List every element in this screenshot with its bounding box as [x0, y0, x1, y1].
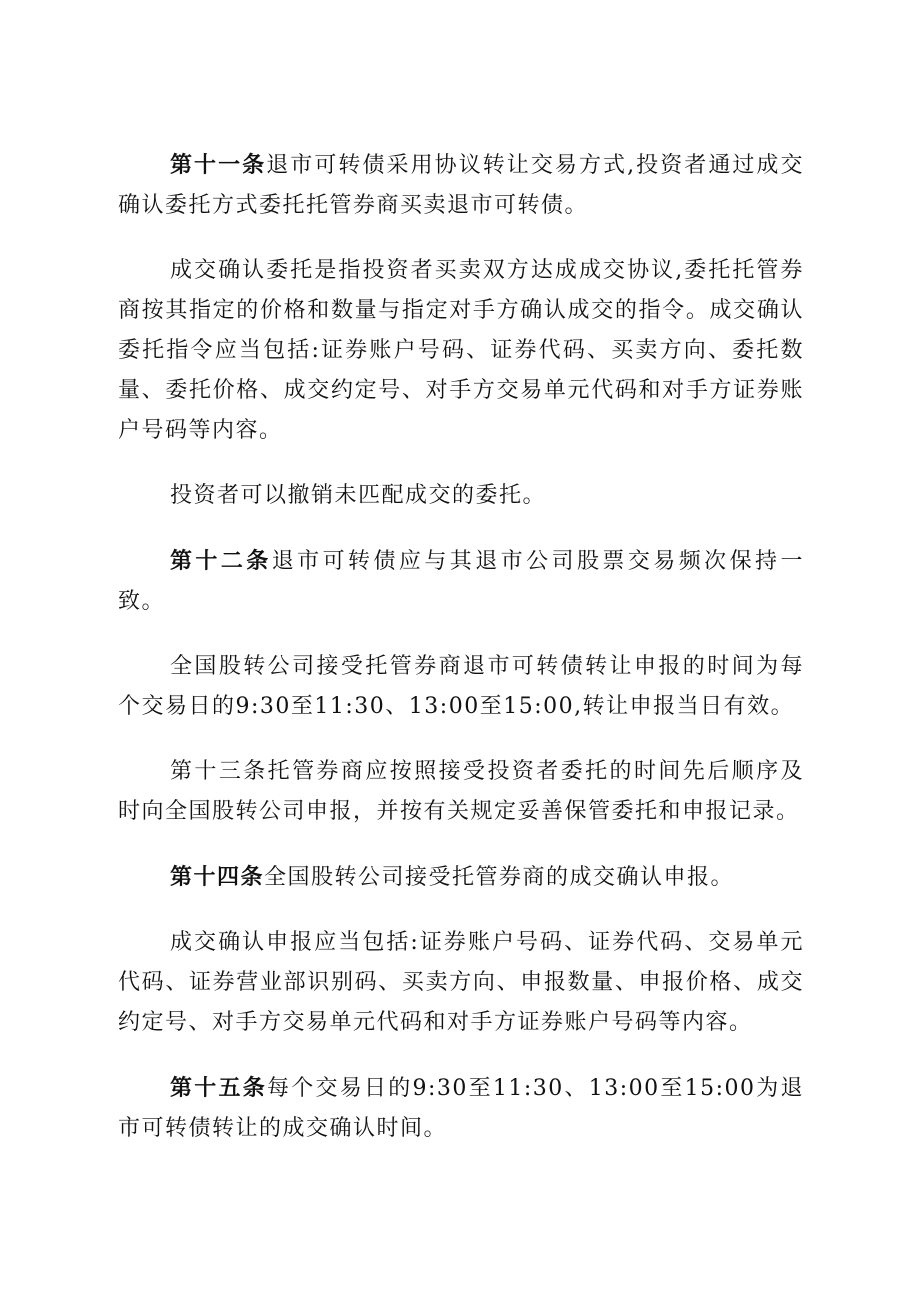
- paragraph-text: 退市可转债采用协议转让交易方式,投资者通过成交确认委托方式委托托管券商买卖退市可转债。: [118, 153, 804, 218]
- paragraph-article-15: [118, 1068, 804, 1149]
- paragraph-article-11: [118, 145, 804, 226]
- paragraph-article-14: [118, 857, 804, 898]
- article-heading: 第十一条: [170, 152, 267, 178]
- paragraph-text: 成交确认委托是指投资者买卖双方达成成交协议,委托托管券商按其指定的价格和数量与指定对手方确认成交的指令。成交确认委托指令应当包括:证券账户号码、证券代码、买卖方向、委托数量、委托价格、成交约定号、对手方交易单元代码和对手方证券账户号码等内容。: [118, 258, 804, 443]
- paragraph-declaration-content: [118, 923, 804, 1043]
- paragraph-text: 全国股转公司接受托管券商退市可转债转让申报的时间为每个交易日的9:30至11:30、13:00至15:00,转让申报当日有效。: [118, 654, 804, 719]
- paragraph-text: 退市可转债应与其退市公司股票交易频次保持一致。: [118, 549, 804, 614]
- paragraph-declaration-time: [118, 647, 804, 727]
- paragraph-article-13: [118, 752, 804, 832]
- article-heading: 第十五条: [170, 1075, 267, 1101]
- article-heading: 第十四条: [170, 864, 265, 890]
- paragraph-text: 成交确认申报应当包括:证券账户号码、证券代码、交易单元代码、证券营业部识别码、买卖方向、申报数量、申报价格、成交约定号、对手方交易单元代码和对手方证券账户号码等内容。: [118, 930, 804, 1035]
- paragraph-article-12: [118, 541, 804, 622]
- paragraph-text: 全国股转公司接受托管券商的成交确认申报。: [264, 865, 735, 890]
- paragraph-text: 第十三条托管券商应按照接受投资者委托的时间先后顺序及时向全国股转公司申报，并按有关规定妥善保管委托和申报记录。: [118, 759, 804, 824]
- paragraph-cancel-order: [118, 476, 804, 516]
- paragraph-confirmation-order: [118, 251, 804, 451]
- document-page: [118, 145, 804, 1174]
- paragraph-text: 投资者可以撤销未匹配成交的委托。: [170, 483, 547, 508]
- article-heading: 第十二条: [170, 548, 272, 574]
- paragraph-text: 每个交易日的9:30至11:30、13:00至15:00为退市可转债转让的成交确认时间。: [118, 1076, 804, 1141]
